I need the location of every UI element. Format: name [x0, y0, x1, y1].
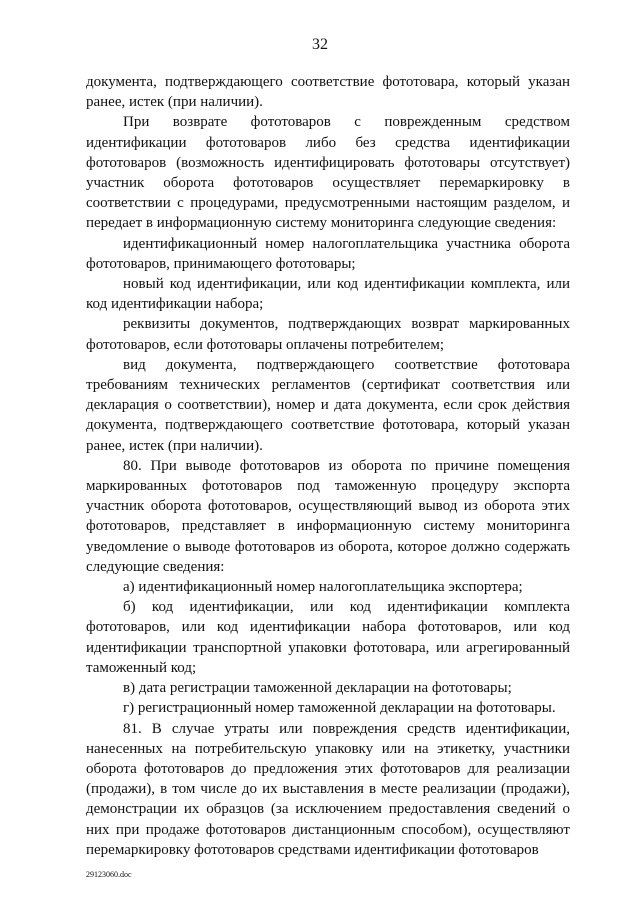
- paragraph-conformity-document: вид документа, подтверждающего соответствие фототовара требованиям технических регламентов (сертификат соответствия или декларация о соответствии), номер и дата документа, если срок действия документа, подтверждающего соответствие фототовара, который указан ранее, истек (при наличии).: [86, 356, 570, 454]
- paragraph-taxpayer-id: идентификационный номер налогоплательщика участника оборота фототоваров, принимающего фототовары;: [86, 235, 570, 272]
- paragraph-clause-80: 80. При выводе фототоваров из оборота по причине помещения маркированных фототоваров под таможенную процедуру экспорта участник оборота фототоваров, осуществляющий вывод из оборота этих фототоваров, представляет в информационную систему мониторинга уведомление о выводе фототоваров из оборота, которое должно содержать следующие сведения:: [86, 457, 570, 575]
- paragraph-clause-80-b: б) код идентификации, или код идентификации комплекта фототоваров, или код идентификации набора фототоваров, или код идентификации транспортной упаковки фототовара, или агрегированный таможенный код;: [86, 599, 570, 676]
- paragraph-return-documents: реквизиты документов, подтверждающих возврат маркированных фототоваров, если фототовары оплачены потребителем;: [86, 316, 570, 353]
- paragraph-new-code: новый код идентификации, или код идентификации комплекта, или код идентификации набора;: [86, 276, 570, 313]
- paragraph-clause-80-a: а) идентификационный номер налогоплательщика экспортера;: [123, 579, 523, 596]
- paragraph-clause-81: 81. В случае утраты или повреждения средств идентификации, нанесенных на потребительскую упаковку или на этикетку, участники оборота фототоваров до предложения этих фототоваров для реализации (продажи), в том числе до их выставления в месте реализации (продажи), демонстрации их образцов (за исключением предоставления сведений о них при продаже фототоваров дистанционным способом), осуществляют перемаркировку фототоваров средствами идентификации фототоваров: [86, 720, 570, 858]
- paragraph-return-relabeling: При возврате фототоваров с поврежденным средством идентификации фототоваров либо без средства идентификации фототоваров (возможность идентифицировать фототовары отсутствует) участник оборота фототоваров осуществляет перемаркировку в соответствии с процедурами, предусмотренными настоящим разделом, и передает в информационную систему мониторинга следующие сведения:: [86, 114, 570, 232]
- page-number: 32: [312, 36, 328, 53]
- paragraph-clause-80-v: в) дата регистрации таможенной декларации на фототовары;: [123, 680, 512, 697]
- document-body: [86, 72, 570, 860]
- paragraph-continuation: документа, подтверждающего соответствие фототовара, который указан ранее, истек (при наличии).: [86, 74, 570, 111]
- footer-file-code: 29123060.doc: [86, 870, 132, 879]
- paragraph-clause-80-g: г) регистрационный номер таможенной декларации на фототовары.: [123, 700, 556, 717]
